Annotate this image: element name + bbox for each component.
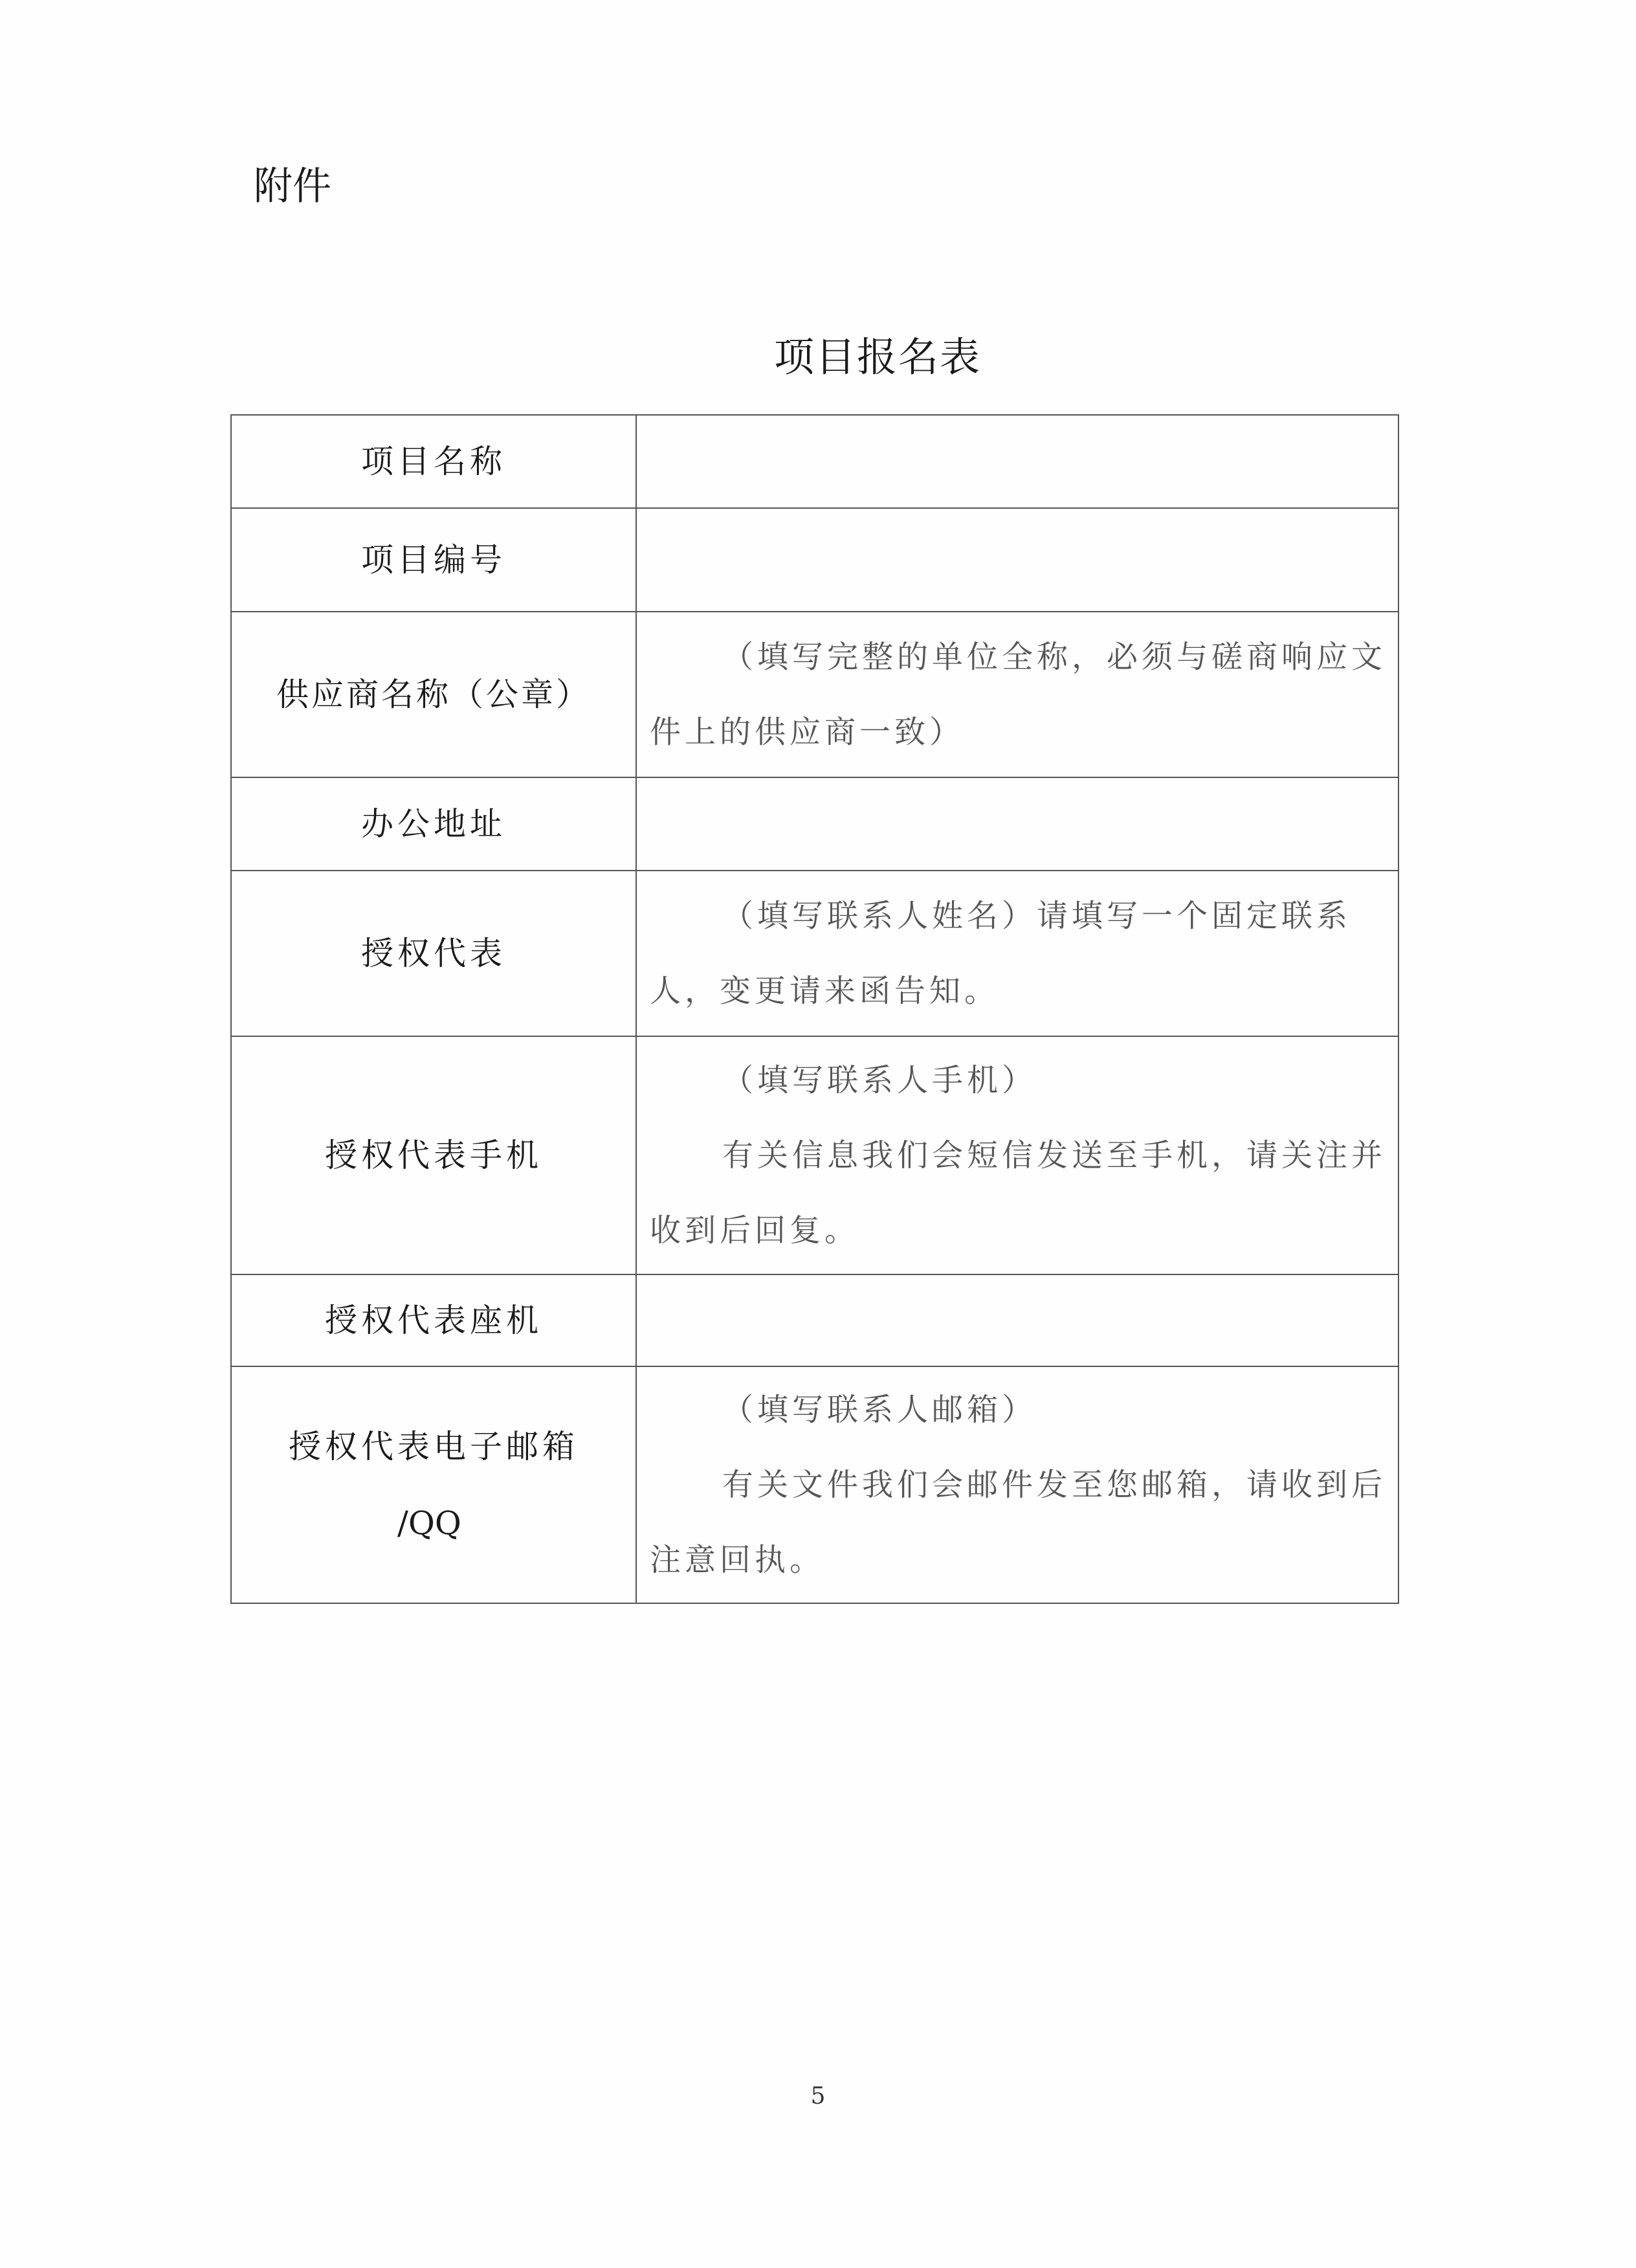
form-title: 项目报名表 bbox=[773, 333, 981, 381]
page-number: 5 bbox=[810, 2083, 826, 2109]
field-rep-email[interactable] bbox=[636, 1366, 1398, 1603]
label-project-name: 项目名称 bbox=[231, 415, 636, 508]
rep-email-note: 有关文件我们会邮件发至您邮箱，请收到后注意回执。 bbox=[650, 1467, 1387, 1578]
form-row-project-number bbox=[231, 508, 1398, 612]
label-rep-email-line2: /QQ bbox=[397, 1504, 461, 1542]
form-row-authorized-rep bbox=[231, 871, 1398, 1036]
form-row-rep-email bbox=[231, 1366, 1398, 1603]
label-rep-email-line1: 授权代表电子邮箱 bbox=[289, 1428, 579, 1465]
field-office-address[interactable] bbox=[636, 777, 1398, 871]
field-rep-landline[interactable] bbox=[636, 1274, 1398, 1366]
field-project-number[interactable] bbox=[636, 508, 1398, 612]
authorized-rep-hint: （填写联系人姓名）请填写一个固定联系人，变更请来函告知。 bbox=[650, 898, 1352, 1009]
field-project-name[interactable] bbox=[636, 415, 1398, 508]
form-row-office-address bbox=[231, 777, 1398, 871]
rep-mobile-hint: （填写联系人手机） bbox=[722, 1062, 1037, 1098]
label-office-address: 办公地址 bbox=[231, 777, 636, 871]
field-supplier-name[interactable] bbox=[636, 612, 1398, 777]
label-rep-mobile: 授权代表手机 bbox=[231, 1036, 636, 1274]
field-authorized-rep[interactable] bbox=[636, 871, 1398, 1036]
label-authorized-rep: 授权代表 bbox=[231, 871, 636, 1036]
form-row-supplier-name bbox=[231, 612, 1398, 777]
registration-form-table bbox=[230, 414, 1399, 1604]
label-supplier-name: 供应商名称（公章） bbox=[231, 612, 636, 777]
form-row-project-name bbox=[231, 415, 1398, 508]
form-row-rep-mobile bbox=[231, 1036, 1398, 1274]
attachment-label: 附件 bbox=[254, 164, 331, 209]
rep-mobile-note: 有关信息我们会短信发送至手机，请关注并收到后回复。 bbox=[650, 1137, 1387, 1249]
rep-email-hint: （填写联系人邮箱） bbox=[722, 1392, 1037, 1428]
field-rep-mobile[interactable] bbox=[636, 1036, 1398, 1274]
label-rep-landline: 授权代表座机 bbox=[231, 1274, 636, 1366]
form-row-rep-landline bbox=[231, 1274, 1398, 1366]
label-rep-email bbox=[231, 1366, 636, 1603]
supplier-name-hint: （填写完整的单位全称，必须与磋商响应文件上的供应商一致） bbox=[650, 639, 1387, 750]
label-project-number: 项目编号 bbox=[231, 508, 636, 612]
